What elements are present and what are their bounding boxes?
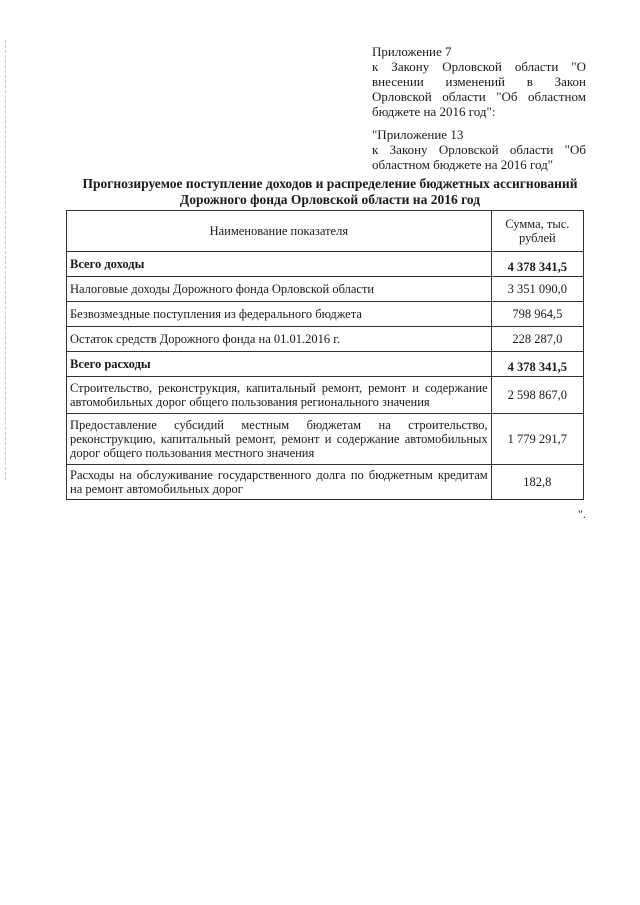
table-row (67, 327, 584, 352)
appendix-7-body: к Закону Орловской области "О внесении изменений в Закон Орловской области "Об областном бюджете на 2016 год": (372, 59, 586, 119)
table-row (67, 277, 584, 302)
row-name: Всего расходы (67, 352, 492, 377)
row-name: Безвозмездные поступления из федерального бюджета (67, 302, 492, 327)
table-row (67, 252, 584, 277)
row-sum: 4 378 341,5 (491, 252, 583, 277)
row-sum: 4 378 341,5 (491, 352, 583, 377)
row-name: Налоговые доходы Дорожного фонда Орловской области (67, 277, 492, 302)
appendix-13-body: к Закону Орловской области "Об областном бюджете на 2016 год" (372, 142, 586, 172)
closing-quote-mark: ". (578, 507, 586, 521)
row-sum: 798 964,5 (491, 302, 583, 327)
table-header-row (67, 211, 584, 252)
row-name: Остаток средств Дорожного фонда на 01.01.2016 г. (67, 327, 492, 352)
table-row (67, 302, 584, 327)
row-sum: 3 351 090,0 (491, 277, 583, 302)
row-name: Предоставление субсидий местным бюджетам на строительство, реконструкцию, капитальный ремонт, ремонт и содержание автомобильных дорог общего пользования местного значения (67, 414, 492, 465)
page-edge-line (5, 40, 6, 480)
document-title-line-1: Прогнозируемое поступление доходов и распределение бюджетных ассигнований (82, 176, 578, 191)
header-name-cell: Наименование показателя (67, 211, 492, 252)
table-row (67, 465, 584, 500)
document-title (60, 176, 600, 208)
row-name: Расходы на обслуживание государственного долга по бюджетным кредитам на ремонт автомобильных дорог (67, 465, 492, 500)
row-sum: 182,8 (491, 465, 583, 500)
table-row (67, 377, 584, 414)
appendix-13-title: "Приложение 13 (372, 127, 464, 142)
row-sum: 1 779 291,7 (491, 414, 583, 465)
appendix-7-block (372, 44, 586, 119)
table-row (67, 414, 584, 465)
header-sum-cell: Сумма, тыс. рублей (491, 211, 583, 252)
table-row (67, 352, 584, 377)
row-name: Строительство, реконструкция, капитальный ремонт, ремонт и содержание автомобильных дорог общего пользования регионального значения (67, 377, 492, 414)
row-sum: 2 598 867,0 (491, 377, 583, 414)
road-fund-table (66, 210, 584, 500)
appendix-7-title: Приложение 7 (372, 44, 452, 59)
appendix-13-block (372, 127, 586, 172)
document-title-line-2: Дорожного фонда Орловской области на 2016 год (179, 192, 481, 207)
row-sum: 228 287,0 (491, 327, 583, 352)
row-name: Всего доходы (67, 252, 492, 277)
